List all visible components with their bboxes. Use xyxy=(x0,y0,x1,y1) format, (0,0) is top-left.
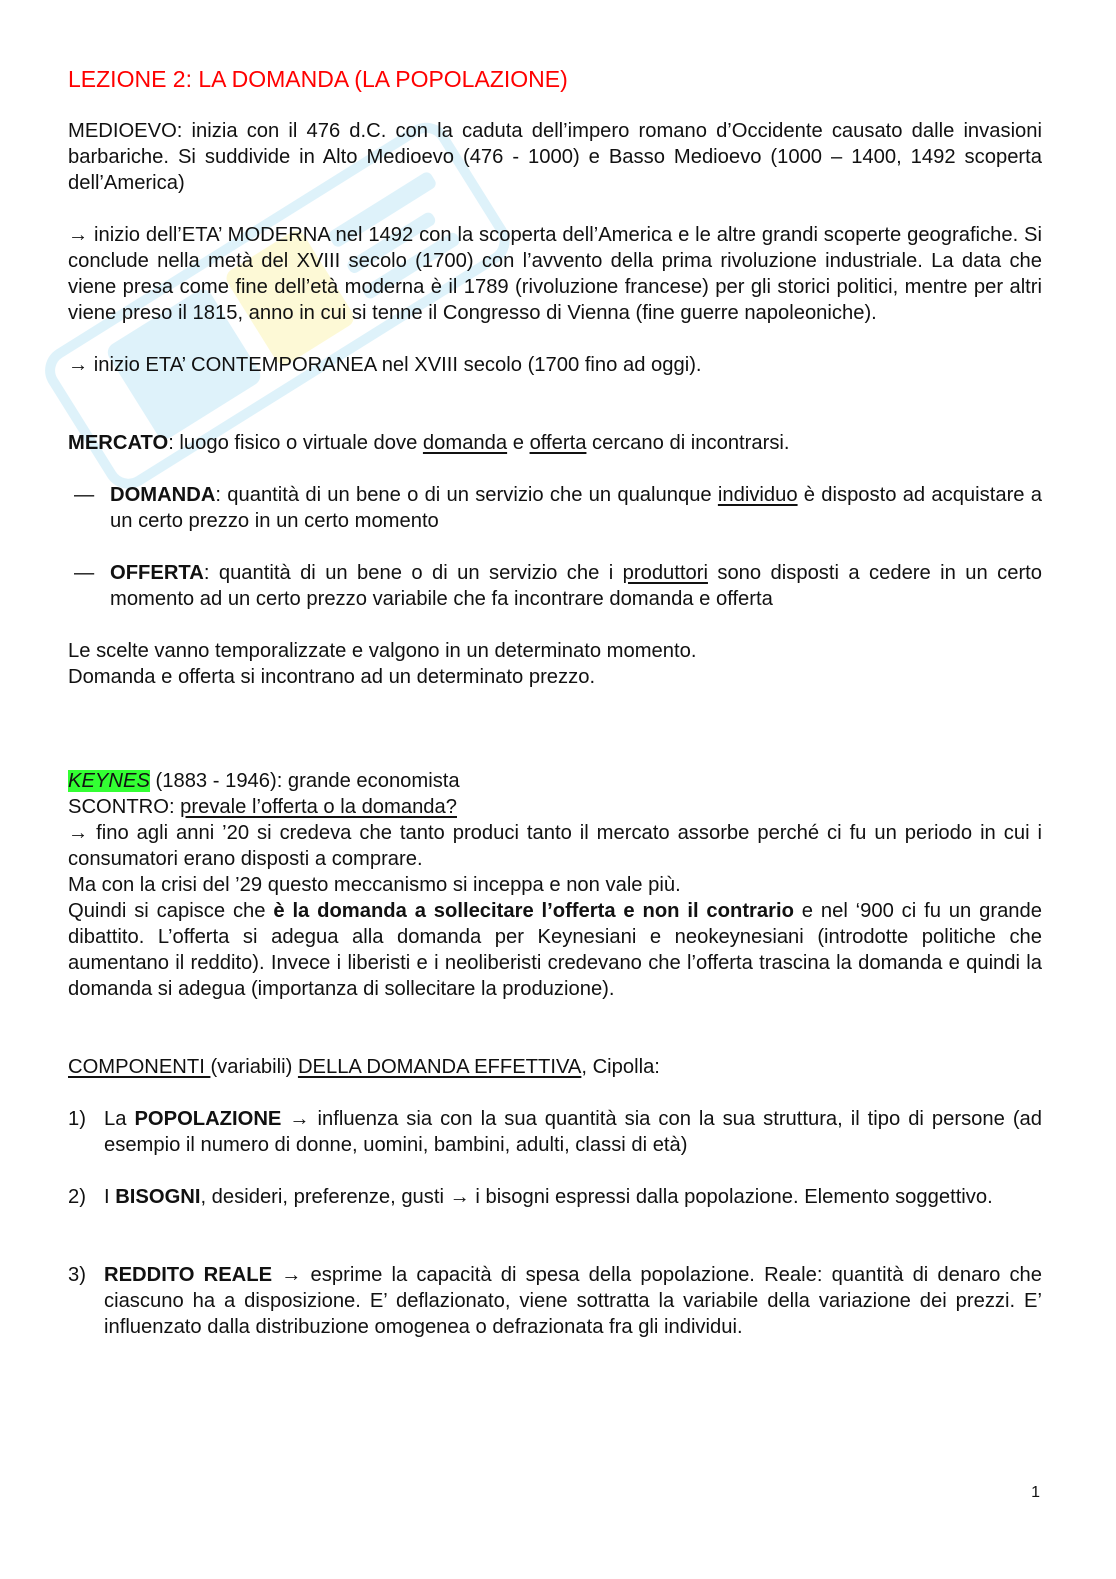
mercato-offerta-link: offerta xyxy=(529,432,587,454)
domanda-text-2: è disposto ad acquistare a un certo prezzo in un certo momento xyxy=(110,484,1042,532)
dash-bullet: — xyxy=(74,562,95,584)
list-number: 3) xyxy=(68,1264,86,1286)
offerta-definition xyxy=(68,560,1042,612)
keynes-line-3-b: e nel ‘900 ci fu un grande dibattito. L’offerta si adegua alla domanda per Keynesiani e neokeynesiani (introdotte politiche che aumentano il reddito). Invece i liberisti e i neoliberisti credevano che l’offerta trascina la domanda e quindi la domanda si adegua (importanza di sollecitare la produzione). xyxy=(68,900,1042,1000)
list-number: 2) xyxy=(68,1186,86,1208)
componenti-u2: DELLA DOMANDA EFFETTIVA xyxy=(297,1056,582,1078)
domanda-definition xyxy=(68,482,1042,534)
offerta-text-2: sono disposti a cedere in un certo momento ad un certo prezzo variabile che fa incontrare domanda e offerta xyxy=(110,562,1042,610)
componenti-t1: (variabili) xyxy=(210,1056,298,1078)
page-title: LEZIONE 2: LA DOMANDA (LA POPOLAZIONE) xyxy=(68,66,568,92)
item-pre: La xyxy=(104,1108,135,1130)
medioevo-text: inizia con il 476 d.C. con la caduta dell’impero romano d’Occidente causato dalle invasioni barbariche. Si suddivide in Alto Medioevo (476 - 1000) e Basso Medioevo (1000 – 1400, 1492 scoperta dell’America) xyxy=(68,120,1042,194)
scontro-label: SCONTRO: xyxy=(68,796,181,818)
domanda-label: DOMANDA xyxy=(110,484,216,506)
mercato-paragraph xyxy=(68,430,1042,456)
medioevo-label: MEDIOEVO: xyxy=(68,120,183,142)
list-item-bisogni xyxy=(68,1184,1042,1210)
keynes-line-3 xyxy=(68,898,1042,1002)
offerta-produttori: produttori xyxy=(622,562,708,584)
mercato-text-1: : luogo fisico o virtuale dove xyxy=(168,432,423,454)
item-bold: BISOGNI xyxy=(115,1186,201,1208)
item-pre: I xyxy=(104,1186,116,1208)
componenti-u1: COMPONENTI xyxy=(68,1056,211,1078)
domanda-text-1: : quantità di un bene o di un servizio che un qualunque xyxy=(215,484,718,506)
item-bold: POPOLAZIONE xyxy=(134,1108,282,1130)
keynes-key-statement: è la domanda a sollecitare l’offerta e non il contrario xyxy=(273,900,794,922)
componenti-heading xyxy=(68,1054,1042,1080)
dash-bullet: — xyxy=(74,484,95,506)
keynes-line-1: → fino agli anni ’20 si credeva che tanto produci tanto il mercato assorbe perché ci fu un periodo in cui i consumatori erano disposti a comprare. xyxy=(68,822,1042,870)
list-number: 1) xyxy=(68,1108,86,1130)
domanda-individuo: individuo xyxy=(717,484,798,506)
mercato-text-2: e xyxy=(507,432,530,454)
offerta-label: OFFERTA xyxy=(110,562,204,584)
offerta-text-1: : quantità di un bene o di un servizio che i xyxy=(203,562,623,584)
incontro-line: Domanda e offerta si incontrano ad un determinato prezzo. xyxy=(68,666,596,688)
keynes-line xyxy=(68,768,1042,794)
item-bold: REDDITO REALE xyxy=(104,1264,273,1286)
keynes-line-3-a: Quindi si capisce che xyxy=(68,900,274,922)
page-number: 1 xyxy=(1031,1484,1040,1501)
keynes-highlight: KEYNES xyxy=(68,770,150,792)
keynes-text: (1883 - 1946): grande economista xyxy=(149,770,460,792)
scontro-line xyxy=(68,794,1042,820)
eta-moderna-paragraph: → inizio dell’ETA’ MODERNA nel 1492 con la scoperta dell’America e le altre grandi scoperte geografiche. Si conclude nella metà del XVIII secolo (1700) con l’avvento della prima rivoluzione industriale. La data che viene presa come fine dell’età moderna è il 1789 (rivoluzione francese) per gli storici politici, mentre per altri viene preso il 1815, anno in cui si tenne il Congresso di Vienna (fine guerre napoleoniche). xyxy=(68,224,1042,324)
list-item-popolazione xyxy=(68,1106,1042,1158)
document-page xyxy=(68,64,1042,1340)
item-text: → esprime la capacità di spesa della popolazione. Reale: quantità di denaro che ciascuno ha a disposizione. E’ deflazionato, viene sottratta la variabile della variazione dei prezzi. E’ influenzato dalla distribuzione omogenea o defrazionata fra gli individui. xyxy=(104,1264,1042,1338)
scelte-line: Le scelte vanno temporalizzate e valgono in un determinato momento. xyxy=(68,640,697,662)
scontro-question: prevale l’offerta o la domanda? xyxy=(180,796,457,818)
mercato-domanda-link: domanda xyxy=(422,432,508,454)
item-text: → influenza sia con la sua quantità sia con la sua struttura, il tipo di persone (ad esempio il numero di donne, uomini, bambini, adulti, classi di età) xyxy=(104,1108,1042,1156)
item-text: , desideri, preferenze, gusti → i bisogni espressi dalla popolazione. Elemento soggettivo. xyxy=(200,1186,993,1208)
mercato-text-3: cercano di incontrarsi. xyxy=(586,432,790,454)
eta-contemporanea-paragraph: → inizio ETA’ CONTEMPORANEA nel XVIII secolo (1700 fino ad oggi). xyxy=(68,354,702,376)
medioevo-paragraph xyxy=(68,118,1042,196)
list-item-reddito xyxy=(68,1262,1042,1340)
keynes-line-2: Ma con la crisi del ’29 questo meccanismo si inceppa e non vale più. xyxy=(68,874,681,896)
componenti-t2: , Cipolla: xyxy=(581,1056,660,1078)
mercato-label: MERCATO xyxy=(68,432,169,454)
